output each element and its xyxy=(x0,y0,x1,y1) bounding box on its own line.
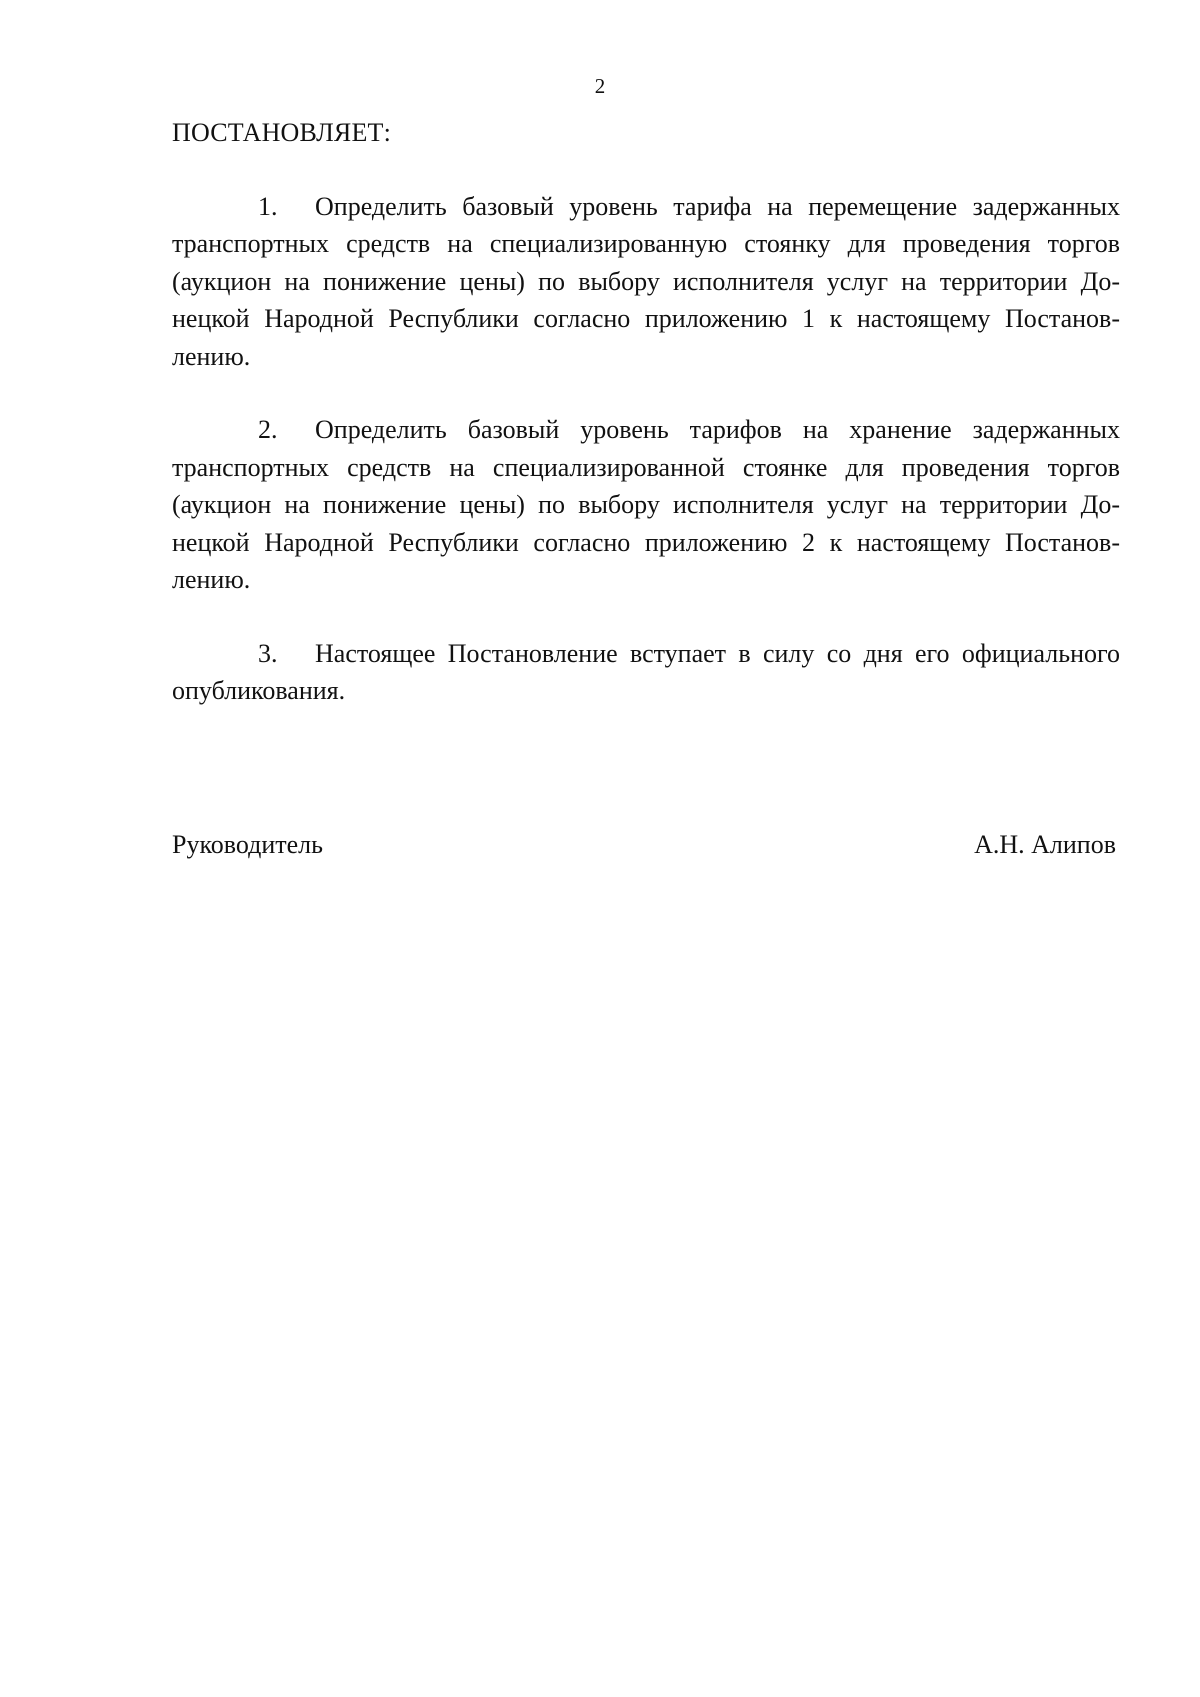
signature-block xyxy=(172,826,1116,864)
item-text: Определить базовый уровень тарифа на перемещение задержанных транспортных средств на специализированную стоянку для проведения торгов (аукцион на понижение цены) по выбору исполнителя услуг на территории Донецкой Народной Республики согласно приложению 1 к настоящему Постановлению. xyxy=(172,191,1120,371)
list-item xyxy=(172,635,1120,710)
page-number: 2 xyxy=(594,74,606,98)
list-item xyxy=(172,411,1120,599)
item-number: 1. xyxy=(258,191,278,221)
item-text: Настоящее Постановление вступает в силу со дня его официального опубликования. xyxy=(172,638,1120,705)
item-number: 2. xyxy=(258,415,278,444)
document-body xyxy=(172,114,1120,746)
item-number: 3. xyxy=(258,638,278,668)
signatory-name: А.Н. Алипов xyxy=(974,830,1116,859)
document-heading: ПОСТАНОВЛЯЕТ: xyxy=(172,118,392,147)
item-text: Определить базовый уровень тарифов на хранение задержанных транспортных средств на специализированной стоянке для проведения торгов (аукцион на понижение цены) по выбору исполнителя услуг на территории Донецкой Народной Республики согласно приложению 2 к настоящему Постановлению. xyxy=(172,415,1120,594)
signatory-position: Руководитель xyxy=(172,830,323,859)
list-item xyxy=(172,188,1120,376)
